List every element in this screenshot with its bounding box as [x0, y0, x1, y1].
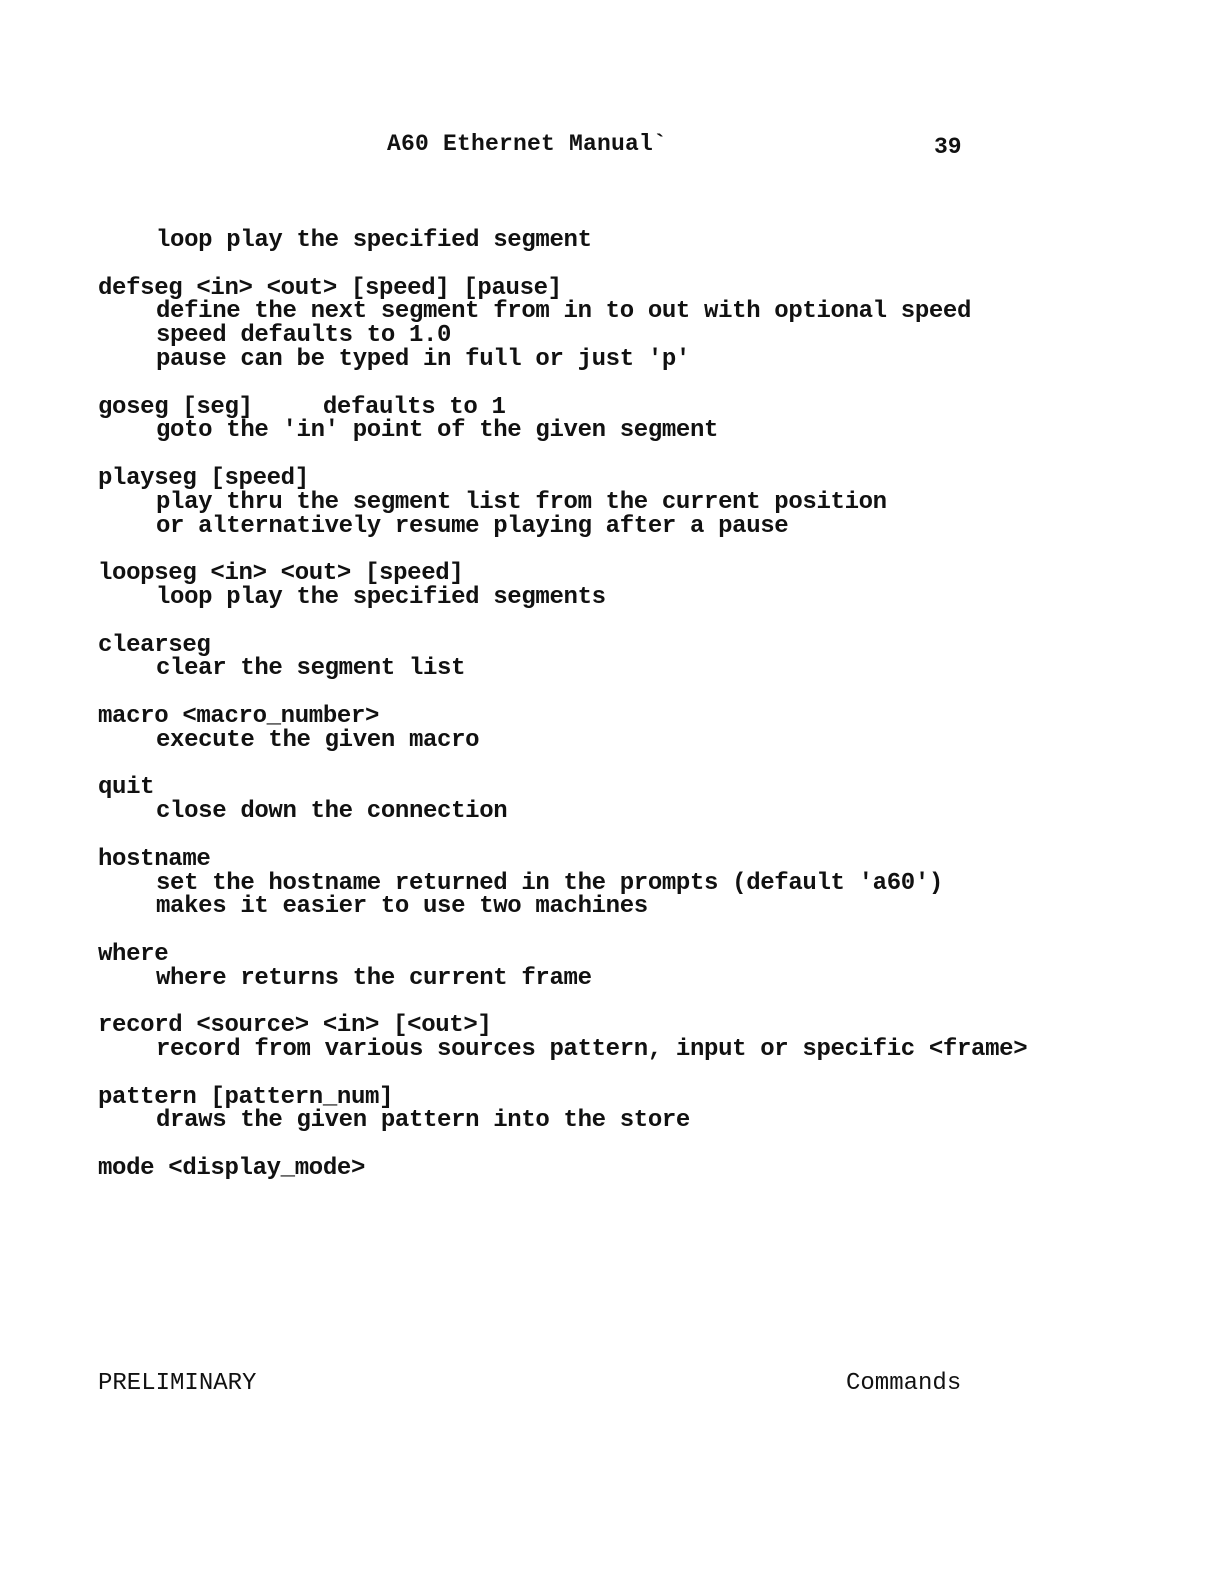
command-description-line: makes it easier to use two machines [156, 893, 648, 921]
command-syntax-line: mode <display_mode> [98, 1155, 365, 1183]
command-syntax-line: playseg [speed] [98, 464, 309, 492]
command-description-line: clear the segment list [156, 655, 466, 683]
command-description-line: goto the 'in' point of the given segment [156, 417, 719, 445]
blank-line [98, 1062, 1138, 1086]
command-description-line: execute the given macro [156, 726, 480, 754]
blank-line [98, 824, 1138, 848]
command-description-line: close down the connection [156, 798, 508, 826]
blank-line [98, 919, 1138, 943]
footer-status: PRELIMINARY [98, 1370, 257, 1397]
command-description-line: define the next segment from in to out with optional speed [156, 298, 972, 326]
command-syntax-line: defseg <in> <out> [speed] [pause] [98, 274, 562, 302]
command-description-line: record from various sources pattern, input or specific <frame> [156, 1036, 1028, 1064]
command-description-line: where returns the current frame [156, 964, 592, 992]
command-description-line: loop play the specified segments [156, 583, 606, 611]
command-syntax-line: clearseg [98, 631, 211, 659]
blank-line [98, 538, 1138, 562]
blank-line [98, 681, 1138, 705]
command-description-line: play thru the segment list from the current position [156, 488, 887, 516]
page-number: 39 [934, 134, 962, 160]
page-header-title: A60 Ethernet Manual` [387, 131, 668, 157]
blank-line [98, 372, 1138, 396]
command-syntax-line: loopseg <in> <out> [speed] [98, 560, 464, 588]
command-reference-text [98, 229, 1138, 1181]
command-syntax-line: where [98, 940, 169, 968]
command-description-line: or alternatively resume playing after a pause [156, 512, 789, 540]
command-syntax-line: quit [98, 774, 155, 802]
command-description-line: draws the given pattern into the store [156, 1107, 690, 1135]
blank-line [98, 610, 1138, 634]
blank-line [98, 253, 1138, 277]
footer-section: Commands [846, 1370, 962, 1397]
command-syntax-line: record <source> <in> [<out>] [98, 1012, 492, 1040]
command-syntax-line: pattern [pattern_num] [98, 1083, 394, 1111]
blank-line [98, 753, 1138, 777]
command-syntax-line: hostname [98, 845, 211, 873]
command-syntax-line: goseg [seg] defaults to 1 [98, 393, 506, 421]
command-description-line: loop play the specified segment [156, 227, 592, 254]
blank-line [98, 1133, 1138, 1157]
command-description-line: set the hostname returned in the prompts (default 'a60') [156, 869, 943, 897]
command-description-line: pause can be typed in full or just 'p' [156, 345, 690, 373]
command-description-line: speed defaults to 1.0 [156, 322, 452, 350]
command-syntax-line: macro <macro_number> [98, 702, 380, 730]
blank-line [98, 443, 1138, 467]
blank-line [98, 991, 1138, 1015]
